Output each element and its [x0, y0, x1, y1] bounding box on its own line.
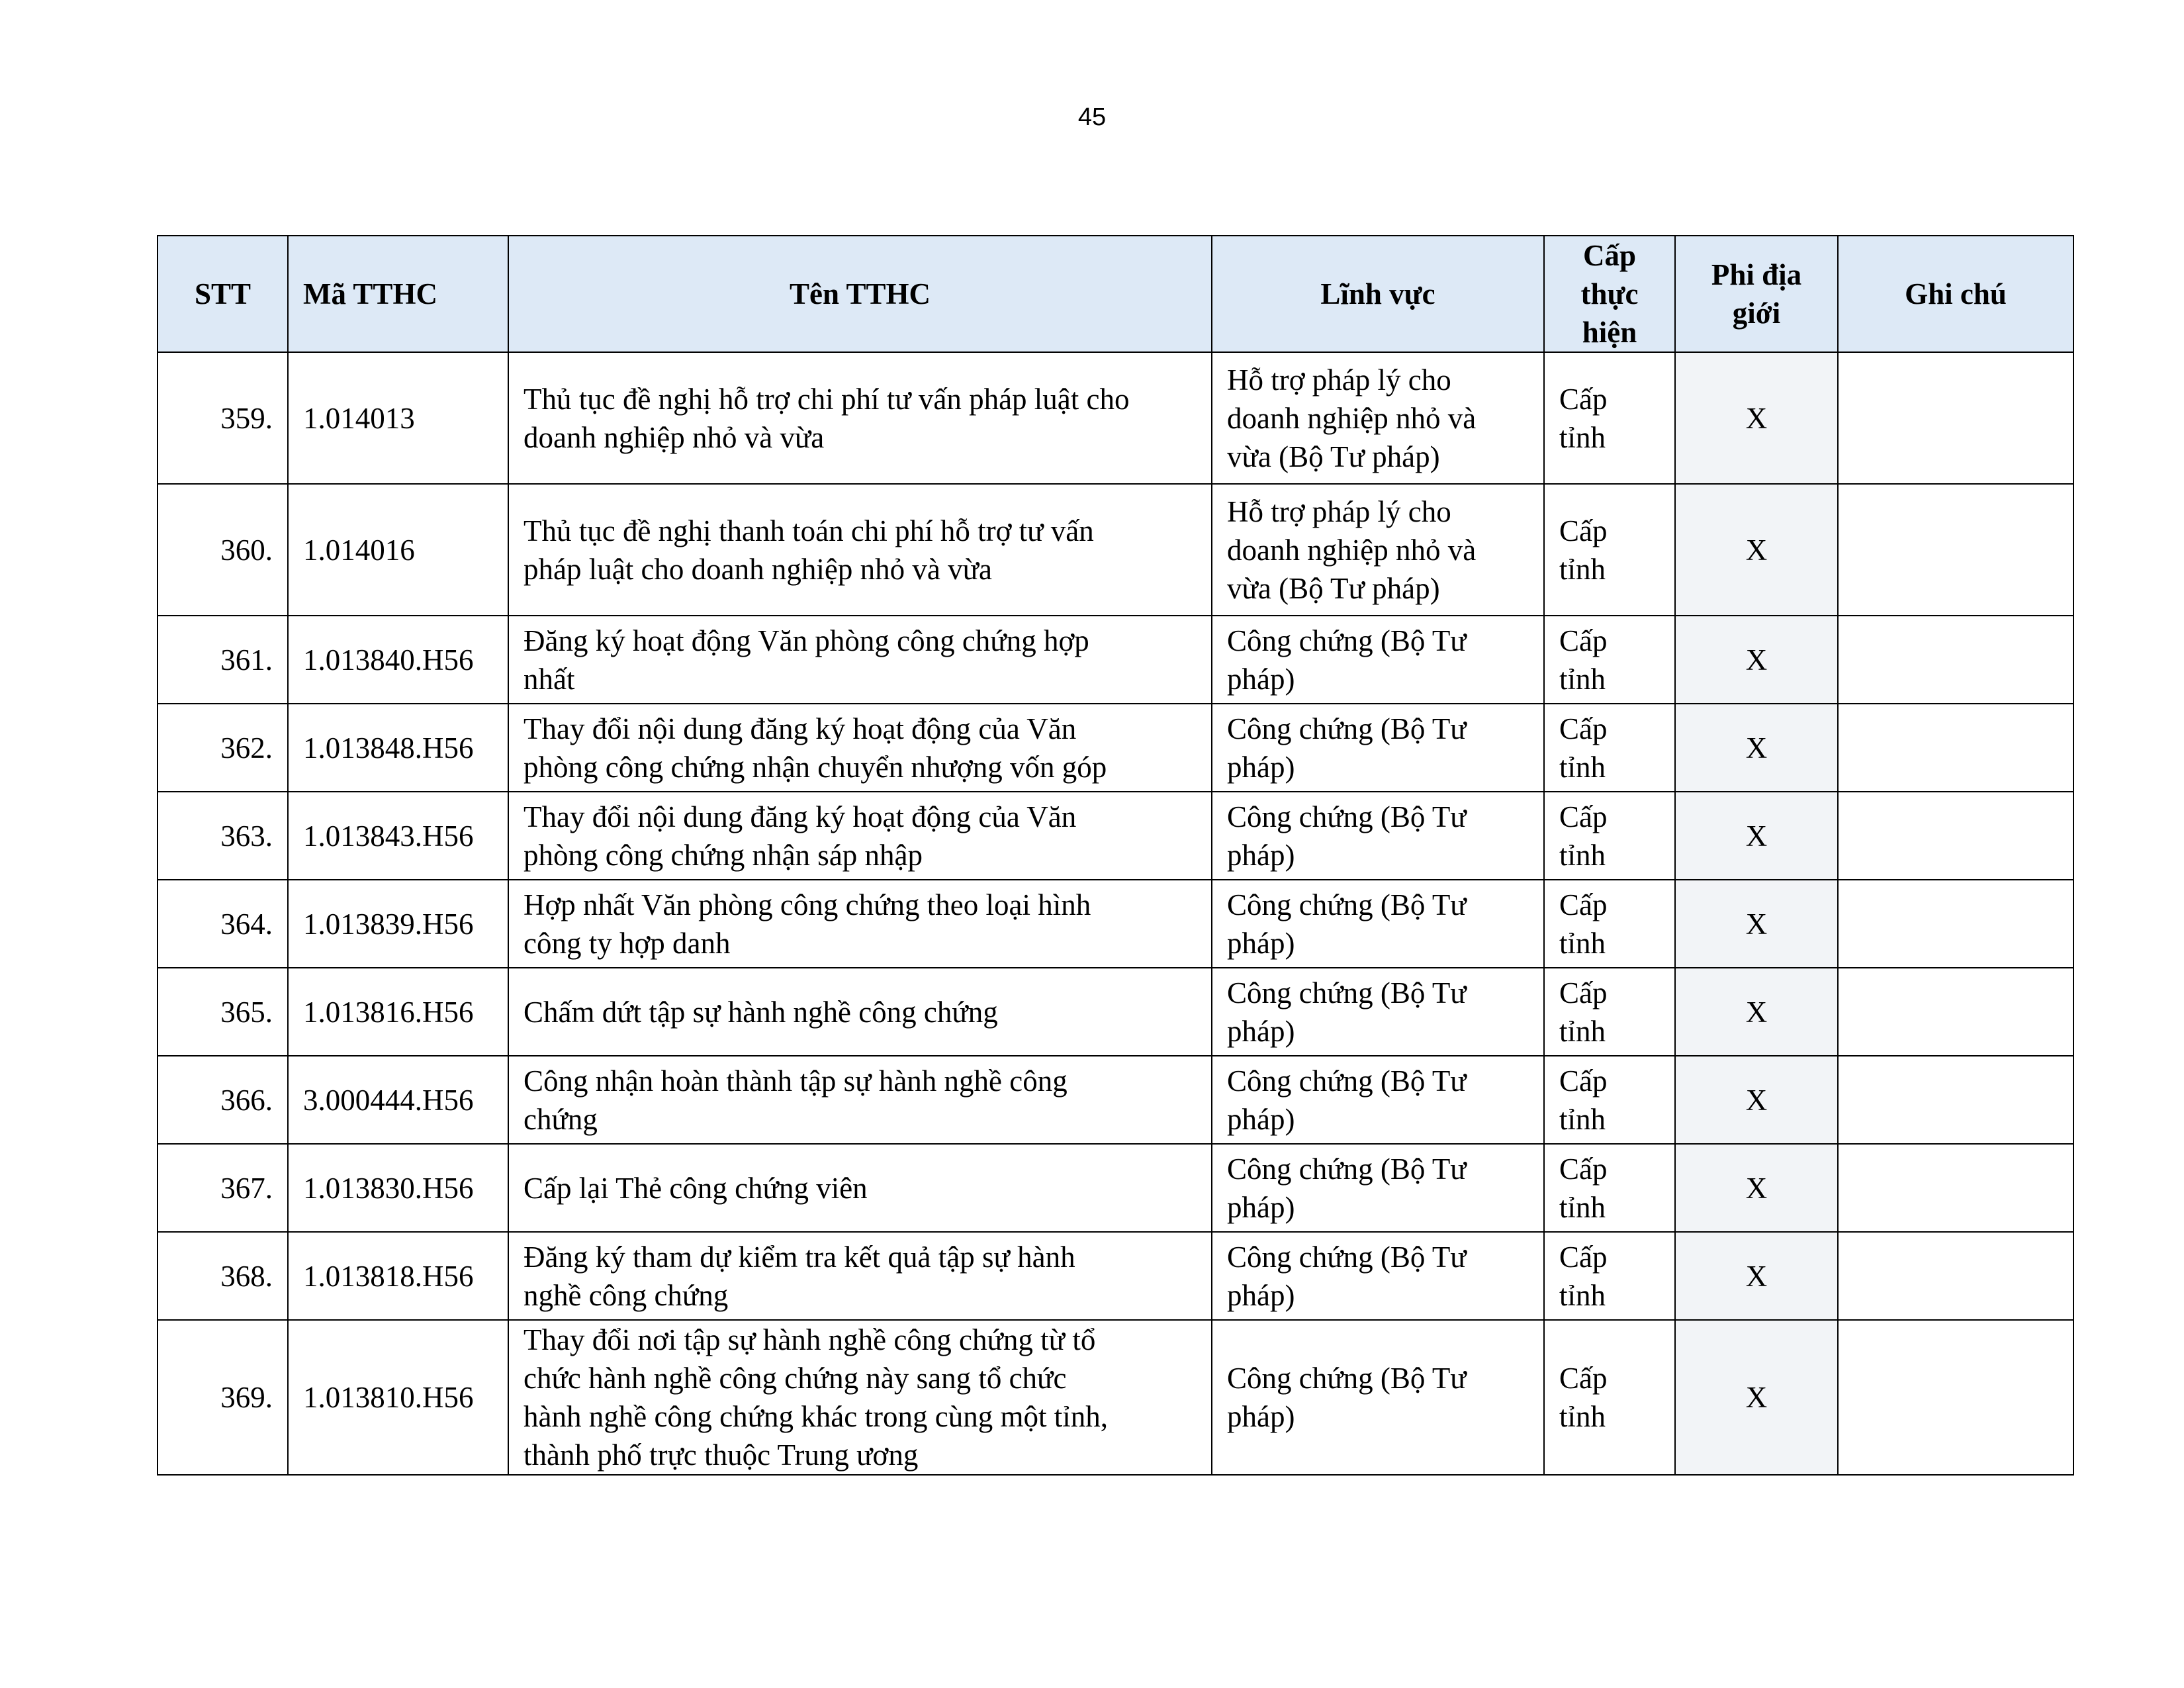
table-row [158, 616, 2073, 704]
cell-linh-vuc [1212, 1232, 1544, 1320]
header-cap-line: thực [1580, 277, 1639, 310]
cap-line: tỉnh [1559, 1102, 1606, 1136]
header-phi-line: Phi địa [1711, 258, 1802, 291]
cap-line: Cấp [1559, 1240, 1608, 1274]
cell-ten-tthc [508, 968, 1212, 1056]
table-row [158, 792, 2073, 880]
cell-ten-tthc [508, 1232, 1212, 1320]
header-ghi-chu: Ghi chú [1838, 236, 2073, 352]
ten-line: pháp luật cho doanh nghiệp nhỏ và vừa [523, 552, 992, 586]
cell-cap-thuc-hien [1544, 1320, 1675, 1475]
linh-vuc-line: doanh nghiệp nhỏ và [1227, 401, 1477, 435]
table-row [158, 1144, 2073, 1232]
cap-line: Cấp [1559, 514, 1608, 547]
cap-line: tỉnh [1559, 838, 1606, 872]
cell-ten-tthc [508, 880, 1212, 968]
cell-phi-dia-gioi: X [1675, 1232, 1838, 1320]
cell-ten-tthc [508, 616, 1212, 704]
cell-ten-tthc [508, 792, 1212, 880]
header-row [158, 236, 2073, 352]
cell-ghi-chu [1838, 704, 2073, 792]
cap-line: tỉnh [1559, 1014, 1606, 1048]
cell-stt: 364. [158, 880, 288, 968]
ten-line: Thay đổi nội dung đăng ký hoạt động của Văn [523, 800, 1077, 833]
cell-linh-vuc [1212, 968, 1544, 1056]
header-phi-dia-gioi [1675, 236, 1838, 352]
cap-line: Cấp [1559, 1362, 1608, 1395]
linh-vuc-line: pháp) [1227, 1278, 1295, 1312]
cell-ma-tthc: 1.013830.H56 [288, 1144, 508, 1232]
cell-stt: 368. [158, 1232, 288, 1320]
cell-cap-thuc-hien [1544, 352, 1675, 484]
cap-line: tỉnh [1559, 662, 1606, 696]
header-cap-thuc-hien [1544, 236, 1675, 352]
linh-vuc-line: Hỗ trợ pháp lý cho [1227, 363, 1451, 397]
ten-line: doanh nghiệp nhỏ và vừa [523, 420, 825, 454]
linh-vuc-line: vừa (Bộ Tư pháp) [1227, 440, 1440, 473]
table-row [158, 968, 2073, 1056]
cell-cap-thuc-hien [1544, 1144, 1675, 1232]
ten-line: thành phố trực thuộc Trung ương [523, 1438, 919, 1472]
cell-linh-vuc [1212, 352, 1544, 484]
linh-vuc-line: Công chứng (Bộ Tư [1227, 976, 1467, 1009]
cell-linh-vuc [1212, 1056, 1544, 1144]
cell-ten-tthc [508, 484, 1212, 616]
cell-stt: 366. [158, 1056, 288, 1144]
table-row [158, 484, 2073, 616]
cell-ten-tthc [508, 352, 1212, 484]
cell-ma-tthc: 1.014013 [288, 352, 508, 484]
ten-line: chức hành nghề công chứng này sang tổ chức [523, 1362, 1067, 1395]
ten-line: nghề công chứng [523, 1278, 729, 1312]
cell-ghi-chu [1838, 616, 2073, 704]
cell-ghi-chu [1838, 968, 2073, 1056]
ten-line: Thủ tục đề nghị thanh toán chi phí hỗ trợ tư vấn [523, 514, 1094, 547]
linh-vuc-line: pháp) [1227, 1190, 1295, 1224]
ten-line: chứng [523, 1102, 598, 1136]
ten-line: Hợp nhất Văn phòng công chứng theo loại hình [523, 888, 1091, 921]
linh-vuc-line: vừa (Bộ Tư pháp) [1227, 571, 1440, 605]
cell-linh-vuc [1212, 1320, 1544, 1475]
ten-line: Đăng ký tham dự kiểm tra kết quả tập sự hành [523, 1240, 1075, 1274]
cell-cap-thuc-hien [1544, 704, 1675, 792]
ten-line: nhất [523, 662, 575, 696]
cell-phi-dia-gioi: X [1675, 1056, 1838, 1144]
cell-ma-tthc: 1.013848.H56 [288, 704, 508, 792]
header-ma-tthc: Mã TTHC [288, 236, 508, 352]
cell-ma-tthc: 1.013818.H56 [288, 1232, 508, 1320]
cell-cap-thuc-hien [1544, 1056, 1675, 1144]
cap-line: Cấp [1559, 382, 1608, 416]
cell-cap-thuc-hien [1544, 792, 1675, 880]
linh-vuc-line: doanh nghiệp nhỏ và [1227, 533, 1477, 567]
cell-cap-thuc-hien [1544, 968, 1675, 1056]
ten-line: Chấm dứt tập sự hành nghề công chứng [523, 995, 998, 1029]
cell-phi-dia-gioi: X [1675, 1144, 1838, 1232]
table-body [158, 352, 2073, 1475]
cap-line: tỉnh [1559, 1400, 1606, 1433]
cell-phi-dia-gioi: X [1675, 616, 1838, 704]
cell-linh-vuc [1212, 704, 1544, 792]
linh-vuc-line: Công chứng (Bộ Tư [1227, 1240, 1467, 1274]
cap-line: Cấp [1559, 1152, 1608, 1186]
cell-stt: 360. [158, 484, 288, 616]
linh-vuc-line: Công chứng (Bộ Tư [1227, 1152, 1467, 1186]
cell-phi-dia-gioi: X [1675, 352, 1838, 484]
cap-line: Cấp [1559, 976, 1608, 1009]
cell-phi-dia-gioi: X [1675, 1320, 1838, 1475]
cell-ghi-chu [1838, 352, 2073, 484]
cell-linh-vuc [1212, 1144, 1544, 1232]
cell-ghi-chu [1838, 880, 2073, 968]
cell-ten-tthc [508, 1144, 1212, 1232]
cell-ma-tthc: 1.013839.H56 [288, 880, 508, 968]
cell-stt: 361. [158, 616, 288, 704]
cell-stt: 369. [158, 1320, 288, 1475]
table-row [158, 352, 2073, 484]
cap-line: tỉnh [1559, 1278, 1606, 1312]
table-row [158, 1232, 2073, 1320]
table-row [158, 704, 2073, 792]
table-row [158, 1056, 2073, 1144]
header-phi-line: giới [1732, 297, 1781, 330]
cell-linh-vuc [1212, 880, 1544, 968]
header-linh-vuc: Lĩnh vực [1212, 236, 1544, 352]
cap-line: tỉnh [1559, 420, 1606, 454]
cell-ten-tthc [508, 1056, 1212, 1144]
ten-line: Đăng ký hoạt động Văn phòng công chứng hợp [523, 624, 1089, 657]
cell-cap-thuc-hien [1544, 616, 1675, 704]
header-cap-line: Cấp [1582, 239, 1637, 272]
cell-ma-tthc: 1.013816.H56 [288, 968, 508, 1056]
ten-line: Thủ tục đề nghị hỗ trợ chi phí tư vấn pháp luật cho [523, 382, 1130, 416]
page-number: 45 [1077, 103, 1107, 131]
cell-cap-thuc-hien [1544, 880, 1675, 968]
linh-vuc-line: Công chứng (Bộ Tư [1227, 1362, 1467, 1395]
cap-line: tỉnh [1559, 926, 1606, 960]
cap-line: Cấp [1559, 888, 1608, 921]
linh-vuc-line: pháp) [1227, 1102, 1295, 1136]
cell-stt: 362. [158, 704, 288, 792]
linh-vuc-line: pháp) [1227, 926, 1295, 960]
cell-phi-dia-gioi: X [1675, 968, 1838, 1056]
ten-line: Cấp lại Thẻ công chứng viên [523, 1171, 868, 1205]
linh-vuc-line: Công chứng (Bộ Tư [1227, 712, 1467, 745]
cell-ghi-chu [1838, 792, 2073, 880]
cell-phi-dia-gioi: X [1675, 880, 1838, 968]
ten-line: Thay đổi nội dung đăng ký hoạt động của Văn [523, 712, 1077, 745]
cap-line: Cấp [1559, 712, 1608, 745]
cell-ten-tthc [508, 704, 1212, 792]
cell-cap-thuc-hien [1544, 1232, 1675, 1320]
procedures-table [157, 235, 2074, 1476]
cell-stt: 365. [158, 968, 288, 1056]
cell-ma-tthc: 1.013810.H56 [288, 1320, 508, 1475]
linh-vuc-line: pháp) [1227, 1014, 1295, 1048]
cap-line: tỉnh [1559, 552, 1606, 586]
header-stt: STT [158, 236, 288, 352]
cell-ma-tthc: 1.013840.H56 [288, 616, 508, 704]
linh-vuc-line: Hỗ trợ pháp lý cho [1227, 494, 1451, 528]
cell-ghi-chu [1838, 484, 2073, 616]
cell-ghi-chu [1838, 1144, 2073, 1232]
cap-line: Cấp [1559, 1064, 1608, 1098]
cell-stt: 363. [158, 792, 288, 880]
cell-ten-tthc [508, 1320, 1212, 1475]
ten-line: công ty hợp danh [523, 926, 731, 960]
linh-vuc-line: pháp) [1227, 1400, 1295, 1433]
ten-line: phòng công chứng nhận sáp nhập [523, 838, 923, 872]
linh-vuc-line: Công chứng (Bộ Tư [1227, 888, 1467, 921]
linh-vuc-line: pháp) [1227, 750, 1295, 784]
linh-vuc-line: pháp) [1227, 838, 1295, 872]
ten-line: hành nghề công chứng khác trong cùng một tỉnh, [523, 1400, 1108, 1433]
cell-stt: 367. [158, 1144, 288, 1232]
linh-vuc-line: Công chứng (Bộ Tư [1227, 624, 1467, 657]
linh-vuc-line: Công chứng (Bộ Tư [1227, 800, 1467, 833]
cell-ghi-chu [1838, 1232, 2073, 1320]
cap-line: tỉnh [1559, 750, 1606, 784]
cell-ma-tthc: 1.013843.H56 [288, 792, 508, 880]
cell-ghi-chu [1838, 1320, 2073, 1475]
cell-linh-vuc [1212, 484, 1544, 616]
ten-line: Thay đổi nơi tập sự hành nghề công chứng từ tổ [523, 1323, 1096, 1356]
header-ten-tthc: Tên TTHC [508, 236, 1212, 352]
cell-linh-vuc [1212, 616, 1544, 704]
cell-ghi-chu [1838, 1056, 2073, 1144]
cell-phi-dia-gioi: X [1675, 792, 1838, 880]
cell-phi-dia-gioi: X [1675, 484, 1838, 616]
header-cap-line: hiện [1582, 316, 1637, 349]
cap-line: Cấp [1559, 800, 1608, 833]
cell-ma-tthc: 3.000444.H56 [288, 1056, 508, 1144]
cell-stt: 359. [158, 352, 288, 484]
ten-line: Công nhận hoàn thành tập sự hành nghề công [523, 1064, 1068, 1098]
linh-vuc-line: pháp) [1227, 662, 1295, 696]
table-header [158, 236, 2073, 352]
table-row [158, 880, 2073, 968]
cell-phi-dia-gioi: X [1675, 704, 1838, 792]
cell-cap-thuc-hien [1544, 484, 1675, 616]
ten-line: phòng công chứng nhận chuyển nhượng vốn góp [523, 750, 1107, 784]
cap-line: Cấp [1559, 624, 1608, 657]
cap-line: tỉnh [1559, 1190, 1606, 1224]
table-row [158, 1320, 2073, 1475]
linh-vuc-line: Công chứng (Bộ Tư [1227, 1064, 1467, 1098]
cell-ma-tthc: 1.014016 [288, 484, 508, 616]
cell-linh-vuc [1212, 792, 1544, 880]
